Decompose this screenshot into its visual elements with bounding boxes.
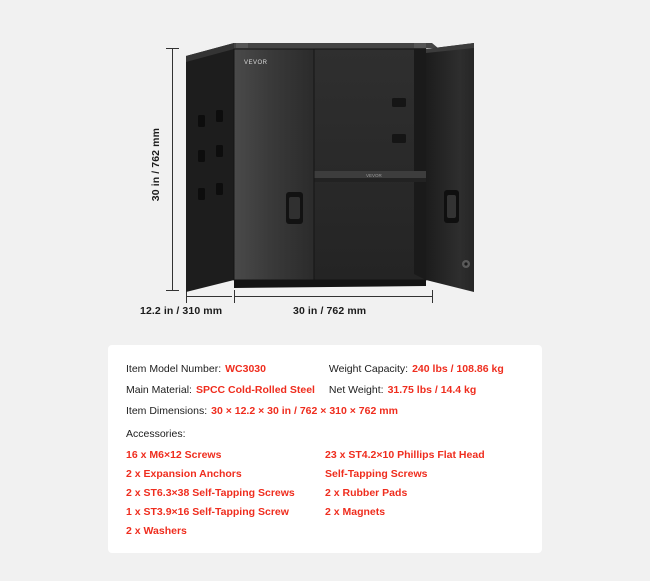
- spec-label: Weight Capacity:: [328, 363, 409, 375]
- top-bracket-right: [414, 43, 426, 48]
- list-item: 16 x M6×12 Screws: [126, 449, 222, 461]
- depth-dimension-label: 12.2 in / 310 mm: [140, 305, 223, 317]
- spec-item-dimensions: [126, 401, 524, 422]
- list-item: 2 x Washers: [126, 525, 187, 537]
- top-bracket-left: [236, 43, 248, 48]
- spec-item-model-number: [126, 359, 329, 380]
- spec-net-weight: [329, 380, 524, 401]
- brand-logo: VEVOR: [244, 60, 268, 66]
- spec-value: WC3030: [225, 363, 266, 375]
- spec-label: Main Material:: [126, 384, 192, 396]
- width-dimension-label: 30 in / 762 mm: [293, 305, 367, 317]
- list-item: 23 x ST4.2×10 Phillips Flat Head: [325, 449, 485, 461]
- spec-value: 30 × 12.2 × 30 in / 762 × 310 × 762 mm: [211, 405, 398, 417]
- spec-label: Net Weight:: [328, 384, 384, 396]
- height-dimension-line: [172, 48, 173, 290]
- depth-dimension-line: [186, 296, 232, 297]
- spec-row: [126, 380, 524, 401]
- height-tick-bottom: [166, 290, 179, 291]
- list-item: 1 x ST3.9×16 Self-Tapping Screw: [126, 506, 289, 518]
- specification-card: [108, 345, 542, 553]
- spec-value: SPCC Cold-Rolled Steel: [195, 384, 315, 396]
- cabinet-shelf: [314, 171, 426, 182]
- list-item: 2 x Expansion Anchors: [126, 468, 242, 480]
- cabinet-top-bevel: [234, 43, 438, 49]
- spec-value: 31.75 lbs / 14.4 kg: [387, 384, 477, 396]
- accessories-column-right: [325, 446, 524, 541]
- height-tick-top: [166, 48, 179, 49]
- height-dimension-label: 30 in / 762 mm: [150, 128, 162, 202]
- accessories-column-left: [126, 446, 325, 541]
- list-item: 2 x Magnets: [325, 506, 386, 518]
- accessories-grid: [126, 446, 524, 541]
- cabinet-left-door: [234, 49, 314, 280]
- cabinet-interior: [314, 49, 426, 280]
- list-item: Self-Tapping Screws: [325, 468, 428, 480]
- shelf-logo: VEVOR: [366, 173, 382, 178]
- cabinet-bottom: [234, 280, 426, 288]
- spec-value: 240 lbs / 108.86 kg: [412, 363, 504, 375]
- spec-main-material: [126, 380, 329, 401]
- spec-label: Item Dimensions:: [126, 405, 208, 417]
- list-item: 2 x Rubber Pads: [325, 487, 408, 499]
- accessories-label: Accessories:: [126, 428, 186, 440]
- width-dimension-line: [234, 296, 432, 297]
- spec-weight-capacity: [329, 359, 524, 380]
- spec-row: [126, 359, 524, 380]
- cabinet-side-panel: [186, 43, 234, 292]
- cabinet-right-door-open: [426, 43, 474, 292]
- spec-label: Item Model Number:: [126, 363, 222, 375]
- cabinet-illustration: [186, 40, 506, 292]
- list-item: 2 x ST6.3×38 Self-Tapping Screws: [126, 487, 295, 499]
